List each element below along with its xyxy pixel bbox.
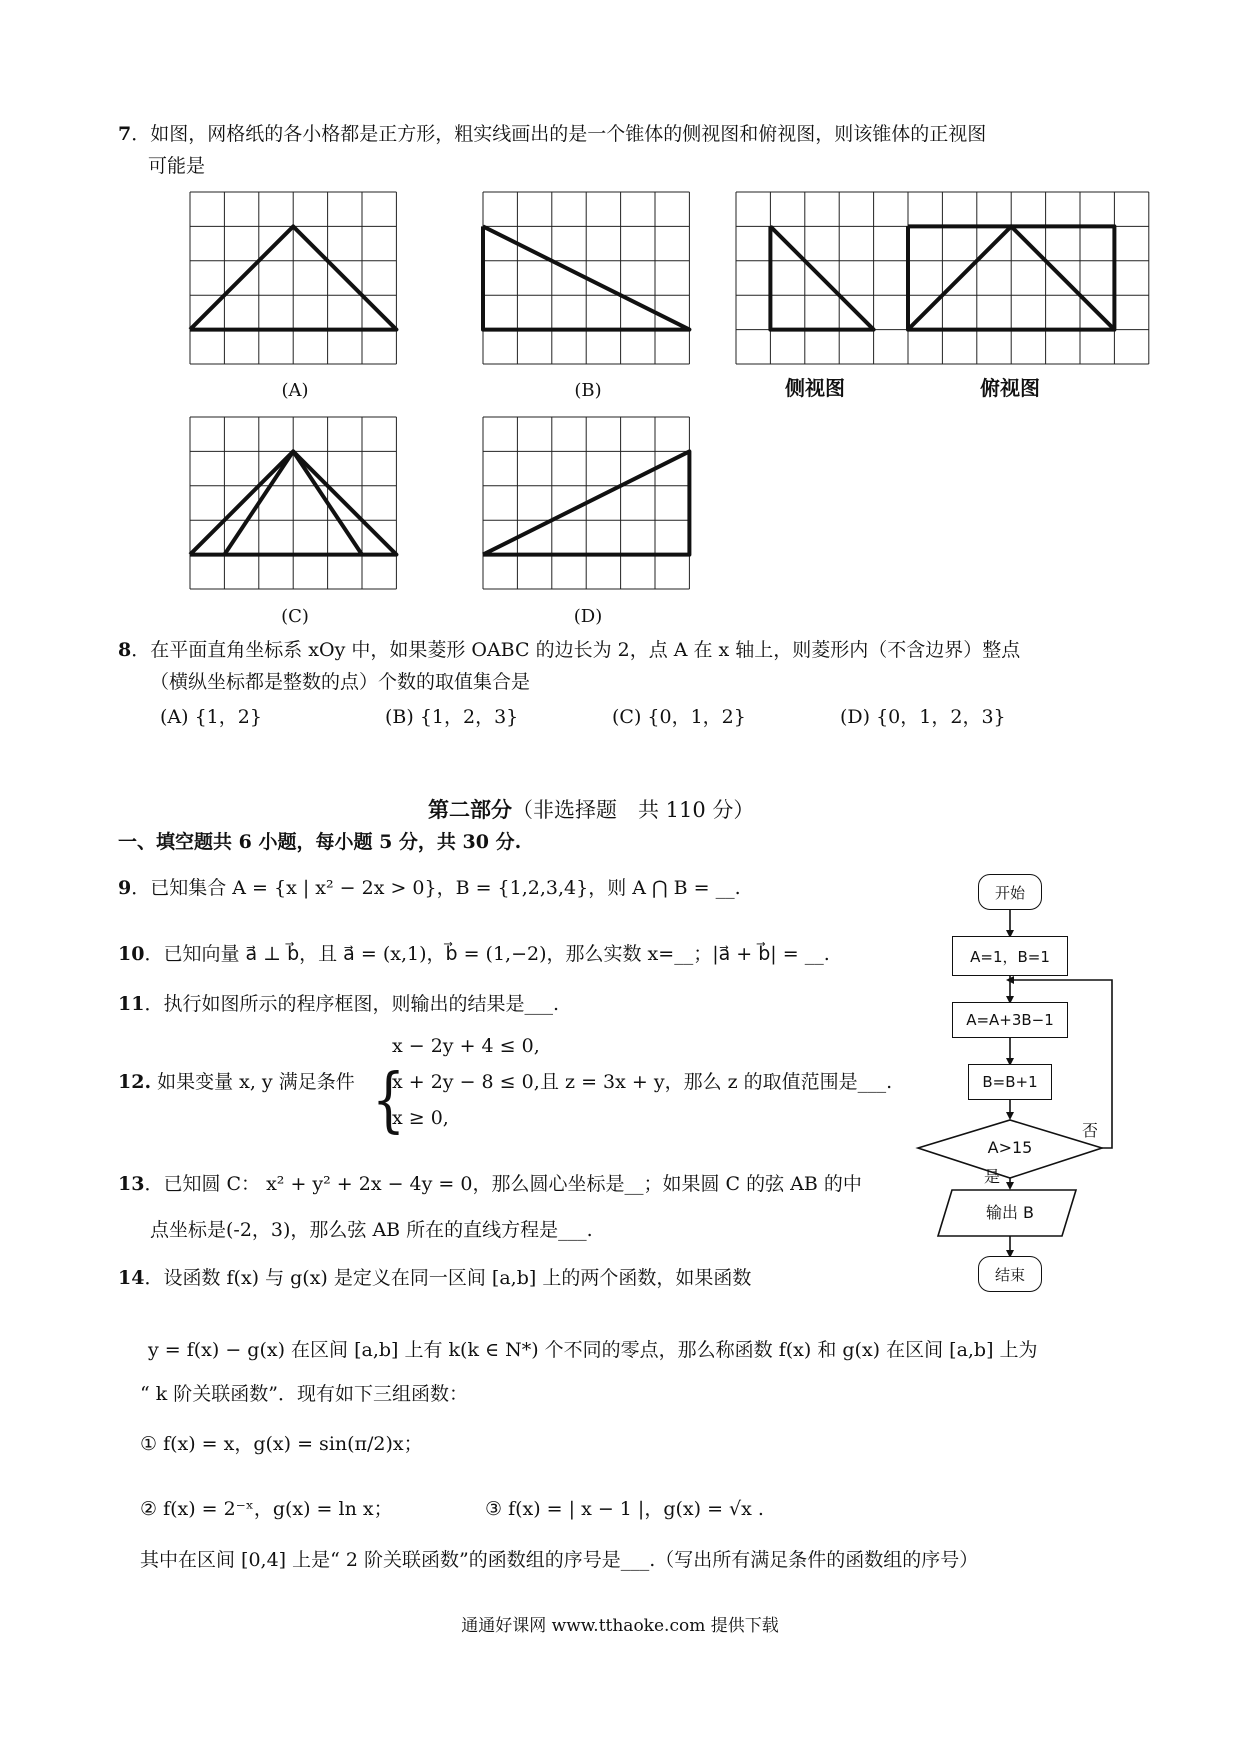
- flowchart-output: 输出 B: [985, 1203, 1035, 1222]
- q14-line1: 14．设函数 f(x) 与 g(x) 是定义在同一区间 [a,b] 上的两个函数，如果函数: [118, 1267, 752, 1289]
- figure-d-grid: [483, 417, 693, 589]
- part2-title: 第二部分: [428, 797, 512, 822]
- figure-c-grid: [190, 417, 400, 589]
- flowchart-end: 结束: [978, 1256, 1042, 1292]
- q7-line1: 7．如图，网格纸的各小格都是正方形，粗实线画出的是一个锥体的侧视图和俯视图，则该锥体的正视图: [118, 123, 987, 145]
- q8-number: 8: [118, 639, 132, 661]
- caption-a: (A): [281, 380, 309, 401]
- page-footer: 通通好课网 www.tthaoke.com 提供下载: [461, 1616, 779, 1636]
- flowchart-step2: B=B+1: [968, 1064, 1052, 1100]
- q11: 11．执行如图所示的程序框图，则输出的结果是___.: [118, 993, 559, 1015]
- q14-line2: y = f(x) − g(x) 在区间 [a,b] 上有 k(k ∈ N*) 个不同的零点，那么称函数 f(x) 和 g(x) 在区间 [a,b] 上为: [148, 1339, 1038, 1361]
- part2-heading: [428, 796, 754, 824]
- caption-top-view: 俯视图: [980, 376, 1040, 400]
- figure-a-grid: [190, 192, 400, 364]
- figure-b-grid: [483, 192, 693, 364]
- q12-brace: {: [372, 1060, 406, 1142]
- flowchart-no-label: 否: [1082, 1121, 1099, 1140]
- q10: 10．已知向量 a⃗ ⊥ b⃗，且 a⃗ = (x,1)，b⃗ = (1,−2)，那么实数 x=__；|a⃗ + b⃗| = __.: [118, 943, 830, 965]
- caption-side-view: 侧视图: [785, 376, 845, 400]
- flowchart-yes-label: 是: [984, 1167, 1001, 1186]
- q12-suffix: 且 z = 3x + y，那么 z 的取值范围是___.: [540, 1071, 893, 1093]
- q13-line2: 点坐标是(-2，3)，那么弦 AB 所在的直线方程是___.: [150, 1219, 593, 1241]
- q13-line1: 13．已知圆 C： x² + y² + 2x − 4y = 0，那么圆心坐标是__；如果圆 C 的弦 AB 的中: [118, 1173, 862, 1195]
- caption-c: (C): [281, 606, 309, 627]
- q9: 9．已知集合 A = {x | x² − 2x > 0}，B = {1,2,3,4}，则 A ⋂ B = __.: [118, 877, 741, 899]
- q12-cond-3: x ≥ 0,: [392, 1107, 449, 1129]
- flowchart-step1: A=A+3B−1: [952, 1002, 1068, 1038]
- figure-side-top-grid: [736, 192, 1146, 364]
- q7-number: 7: [118, 123, 132, 145]
- q12-cond-1: x − 2y + 4 ≤ 0,: [392, 1035, 540, 1057]
- flowchart-condition: A>15: [987, 1138, 1033, 1157]
- q8-option-a: (A) {1，2}: [160, 706, 262, 728]
- q8-option-d: (D) {0，1，2，3}: [840, 706, 1006, 728]
- q7-line2: 可能是: [148, 155, 206, 177]
- q14-item2: ② f(x) = 2⁻ˣ，g(x) = ln x；: [140, 1498, 393, 1520]
- side-view-triangle: [770, 226, 873, 329]
- q14-line3: “ k 阶关联函数”．现有如下三组函数：: [140, 1383, 469, 1405]
- caption-d: (D): [573, 606, 603, 627]
- flowchart-start: 开始: [978, 874, 1042, 910]
- q14-item1: ① f(x) = x，g(x) = sin(π/2)x；: [140, 1433, 423, 1455]
- section1-heading: 一、填空题共 6 小题，每小题 5 分，共 30 分.: [118, 831, 522, 853]
- q8-option-c: (C) {0，1，2}: [612, 706, 746, 728]
- q12-cond-2: x + 2y − 8 ≤ 0,: [392, 1071, 540, 1093]
- q8-option-b: (B) {1，2，3}: [385, 706, 519, 728]
- caption-b: (B): [574, 380, 602, 401]
- q12-prefix: 12. 如果变量 x, y 满足条件: [118, 1071, 355, 1093]
- q8-line2: （横纵坐标都是整数的点）个数的取值集合是: [150, 671, 531, 693]
- q8-line1: 8．在平面直角坐标系 xOy 中，如果菱形 OABC 的边长为 2，点 A 在 x 轴上，则菱形内（不含边界）整点: [118, 639, 1021, 661]
- part2-subtitle: （非选择题 共 110 分）: [512, 798, 755, 822]
- q14-line4: 其中在区间 [0,4] 上是“ 2 阶关联函数”的函数组的序号是___.（写出所有满足条件的函数组的序号）: [140, 1549, 979, 1571]
- q14-item3: ③ f(x) = | x − 1 |，g(x) = √x .: [485, 1498, 764, 1520]
- flowchart-init: A=1，B=1: [952, 936, 1068, 976]
